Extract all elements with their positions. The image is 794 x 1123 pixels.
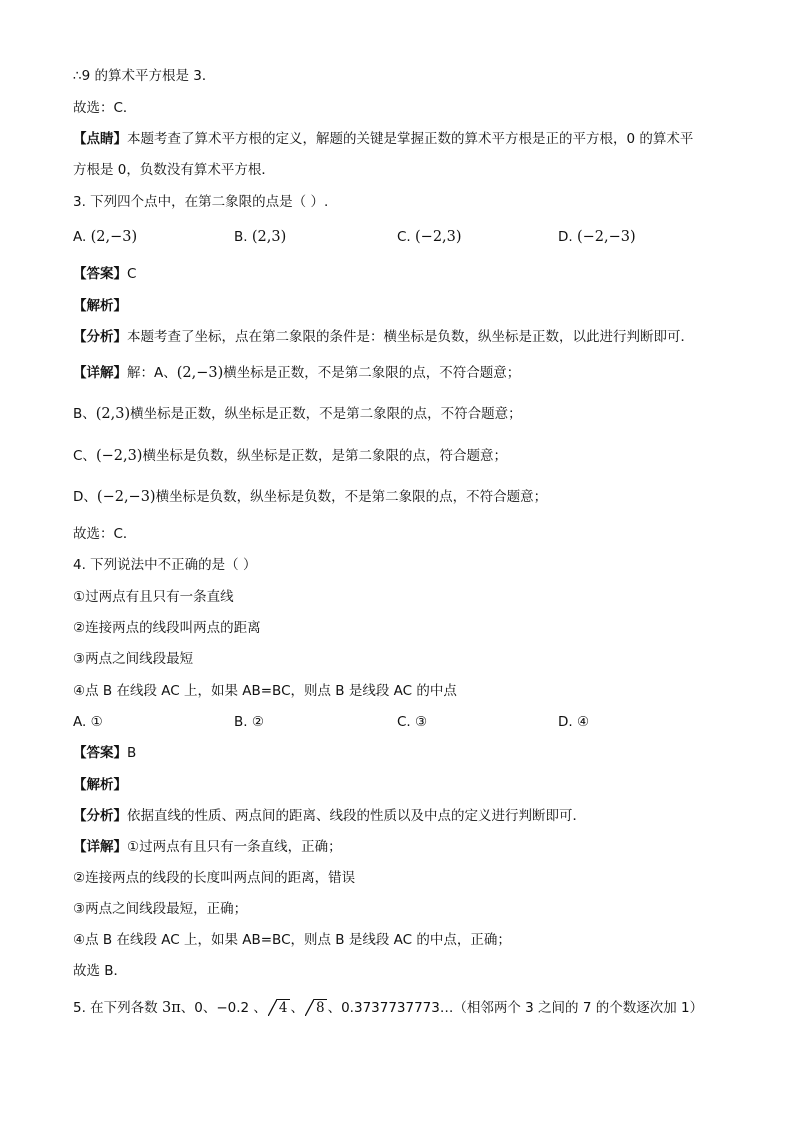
detail-math: (2,−3) xyxy=(176,365,224,381)
detail-text: ①过两点有且只有一条直线，正确； xyxy=(127,839,342,855)
q3-option-d xyxy=(558,227,636,247)
xiangjie-tag: 【详解】 xyxy=(73,839,127,855)
q3-fenxi xyxy=(73,327,694,347)
q3-option-b xyxy=(234,227,286,247)
line-dianjing xyxy=(73,129,693,149)
q4-option-d: D. ④ xyxy=(558,714,590,730)
line-conclusion: ∴9 的算术平方根是 3． xyxy=(73,68,216,84)
q4-statement-2: ②连接两点的线段叫两点的距离 xyxy=(73,620,261,636)
detail-text: 横坐标是负数，纵坐标是负数，不是第二象限的点，不符合题意； xyxy=(155,489,548,505)
q3-option-d-letter: D. xyxy=(558,229,573,245)
q4-fenxi xyxy=(73,806,586,826)
q4-statement-3: ③两点之间线段最短 xyxy=(73,651,194,667)
q4-detail-1 xyxy=(73,837,342,857)
q3-detail-3 xyxy=(73,446,507,466)
dianjing-tag: 【点睛】 xyxy=(73,131,127,147)
q3-option-c-math: (−2,3) xyxy=(415,229,462,245)
xiangjie-tag: 【详解】 xyxy=(73,365,127,381)
q3-option-a-letter: A. xyxy=(73,229,87,245)
q3-option-c-letter: C. xyxy=(397,229,411,245)
fenxi-text: 依据直线的性质、两点间的距离、线段的性质以及中点的定义进行判断即可． xyxy=(127,808,586,824)
fenxi-tag: 【分析】 xyxy=(73,329,127,345)
detail-text: 横坐标是正数，不是第二象限的点，不符合题意； xyxy=(223,365,521,381)
answer-tag: 【答案】 xyxy=(73,266,127,282)
q5-suffix: 、0.3737737773…（相邻两个 3 之间的 7 的个数逐次加 1） xyxy=(327,1000,704,1016)
q5-prefix: 5. 在下列各数 xyxy=(73,1000,158,1016)
q5-sep: 、0、−0.2 、 xyxy=(180,1000,267,1016)
q3-detail-1 xyxy=(73,363,520,383)
q3-detail-2 xyxy=(73,404,522,424)
q3-detail-4 xyxy=(73,487,547,507)
q4-option-b: B. ② xyxy=(234,714,264,730)
detail-prefix: 解：A、 xyxy=(127,365,177,381)
question-4: 4. 下列说法中不正确的是（ ） xyxy=(73,557,257,573)
sqrt-8-radicand: 8 xyxy=(316,1000,325,1016)
detail-prefix: B、 xyxy=(73,406,96,422)
sqrt-8 xyxy=(305,998,327,1018)
detail-math: (2,3) xyxy=(95,406,131,422)
answer-value: B xyxy=(127,745,137,761)
q3-jiexi: 【解析】 xyxy=(73,298,127,314)
fenxi-tag: 【分析】 xyxy=(73,808,127,824)
q3-conclusion: 故选：C． xyxy=(73,526,137,542)
q3-option-c xyxy=(397,227,462,247)
q5-three-pi: 3π xyxy=(161,1000,181,1016)
q4-detail-4: ④点 B 在线段 AC 上，如果 AB=BC，则点 B 是线段 AC 的中点，正确； xyxy=(73,932,511,948)
q3-option-a xyxy=(73,227,137,247)
answer-tag: 【答案】 xyxy=(73,745,127,761)
q3-answer xyxy=(73,264,136,284)
line-dianjing-cont: 方根是 0，负数没有算术平方根． xyxy=(73,162,275,178)
fenxi-text: 本题考查了坐标，点在第二象限的条件是：横坐标是负数，纵坐标是正数，以此进行判断即可． xyxy=(127,329,694,345)
q3-option-b-math: (2,3) xyxy=(251,229,287,245)
sqrt-4 xyxy=(268,998,290,1018)
q4-answer xyxy=(73,743,136,763)
sqrt-4-radicand: 4 xyxy=(278,1000,288,1016)
q5-sep2: 、 xyxy=(290,1000,304,1016)
detail-prefix: C、 xyxy=(73,448,96,464)
detail-text: 横坐标是负数，纵坐标是正数，是第二象限的点，符合题意； xyxy=(142,448,507,464)
q4-jiexi: 【解析】 xyxy=(73,777,127,793)
q4-statement-1: ①过两点有且只有一条直线 xyxy=(73,589,234,605)
q3-option-a-math: (2,−3) xyxy=(90,229,138,245)
question-5 xyxy=(73,998,703,1018)
answer-value: C xyxy=(127,266,137,282)
detail-math: (−2,−3) xyxy=(96,489,156,505)
detail-math: (−2,3) xyxy=(95,448,143,464)
q4-option-a: A. ① xyxy=(73,714,103,730)
dianjing-text: 本题考查了算术平方根的定义，解题的关键是掌握正数的算术平方根是正的平方根，0 的算术平 xyxy=(127,131,694,147)
q4-option-c: C. ③ xyxy=(397,714,428,730)
q3-option-b-letter: B. xyxy=(234,229,248,245)
q3-option-d-math: (−2,−3) xyxy=(576,229,636,245)
line-choice: 故选：C． xyxy=(73,100,137,116)
q4-statement-4: ④点 B 在线段 AC 上，如果 AB=BC，则点 B 是线段 AC 的中点 xyxy=(73,683,457,699)
q4-detail-3: ③两点之间线段最短，正确； xyxy=(73,901,248,917)
q4-conclusion: 故选 B． xyxy=(73,963,128,979)
detail-prefix: D、 xyxy=(73,489,97,505)
q4-detail-2: ②连接两点的线段的长度叫两点间的距离，错误 xyxy=(73,870,356,886)
question-3: 3. 下列四个点中，在第二象限的点是（ ）. xyxy=(73,194,329,210)
detail-text: 横坐标是正数，纵坐标是正数，不是第二象限的点，不符合题意； xyxy=(130,406,522,422)
